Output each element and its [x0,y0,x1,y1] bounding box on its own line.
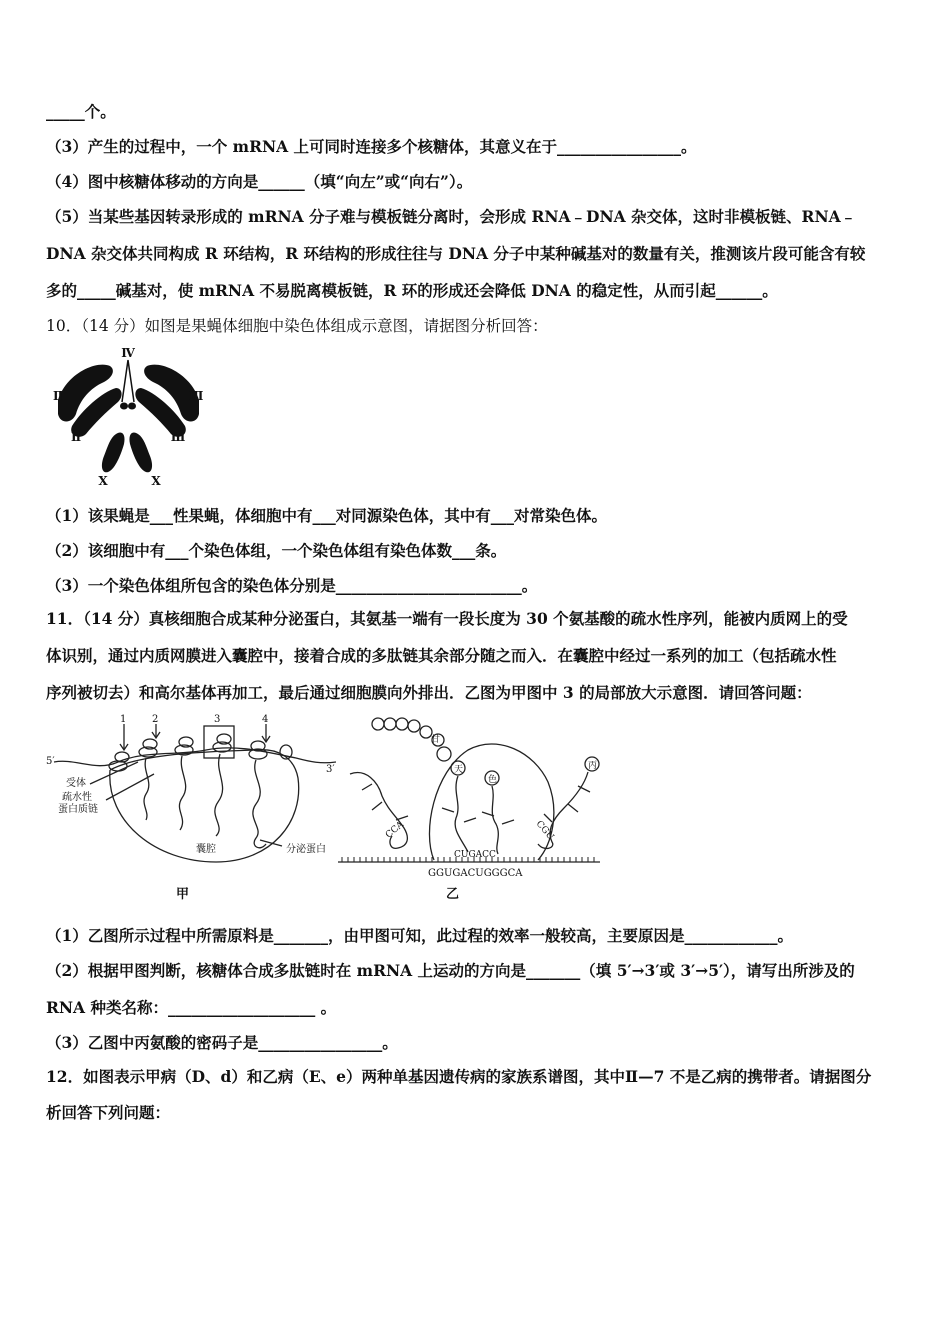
q9-line-4: DNA 杂交体共同构成 R 环结构，R 环结构的形成往往与 DNA 分子中某种碱基对的数量有关，推测该片段可能含有较 [46,244,866,263]
jia-5prime: 5′ [46,756,55,767]
jia-hydrophobic-label: 疏水性 [62,792,92,803]
jia-num-1: 1 [120,714,127,725]
q11-line-1: 11．（14 分）真核细胞合成某种分泌蛋白，其氨基一端有一段长度为 30 个氨基酸的疏水性序列，能被内质网上的受 [46,609,848,628]
label-ii-b: Ⅱ [70,430,82,444]
q11-sub-3: （3）乙图中丙氨酸的密码子是________________。 [46,1033,398,1052]
q11-line-3: 序列被切去）和高尔基体再加工，最后通过细胞膜向外排出．乙图为甲图中 3 的局部放大示意图．请回答问题： [46,683,812,702]
q9-line-1: （3）产生的过程中，一个 mRNA 上可同时连接多个核糖体，其意义在于________________。 [46,137,697,156]
drosophila-karyotype-figure [46,344,211,490]
q9-line-0: _____个。 [46,102,116,121]
jia-caption: 甲 [176,887,190,902]
figure-yi-trna-ribosome [338,712,600,904]
q10-sub-3: （3）一个染色体组所包含的染色体分别是________________________。 [46,576,538,595]
yi-anticodon-3: CGU [533,819,556,843]
yi-anticodon-1: CCA [383,819,406,841]
q11-sub-2b: RNA 种类名称：___________________ 。 [46,998,337,1017]
label-ii-a: Ⅱ [52,389,64,403]
yi-amino-se: 色 [488,775,498,785]
label-x-b: X [151,474,161,488]
q9-line-2: （4）图中核糖体移动的方向是______（填“向左”或“向右”）。 [46,172,473,191]
yi-amino-gan: 甘 [431,735,441,745]
jia-num-4: 4 [262,714,269,725]
yi-amino-tian: 天 [454,765,464,775]
q12-line-1: 12．如图表示甲病（D、d）和乙病（E、e）两种单基因遗传病的家族系谱图，其中Ⅱ—7 不是乙病的携带者。请据图分 [46,1067,872,1086]
label-x-a: X [98,474,108,488]
jia-lumen-label: 囊腔 [196,844,216,855]
jia-secretory-protein-label: 分泌蛋白 [286,844,326,855]
q12-line-2: 析回答下列问题： [46,1103,171,1122]
jia-3prime: 3′ [326,764,335,775]
label-iii-b: Ⅲ [170,430,186,444]
jia-num-2: 2 [152,714,159,725]
yi-mrna-sequence: GGUGACUGGGCA [428,868,523,879]
q9-line-5: 多的_____碱基对，使 mRNA 不易脱离模板链，R 环的形成还会降低 DNA 的稳定性，从而引起______。 [46,281,778,300]
q11-sub-1: （1）乙图所示过程中所需原料是_______，由甲图可知，此过程的效率一般较高，主要原因是____________。 [46,926,794,945]
q11-line-2: 体识别，通过内质网膜进入囊腔中，接着合成的多肽链其余部分随之而入．在囊腔中经过一系列的加工（包括疏水性 [46,646,837,665]
label-iv: Ⅳ [121,346,135,360]
jia-num-3: 3 [214,714,221,725]
q11-sub-2: （2）根据甲图判断，核糖体合成多肽链时在 mRNA 上运动的方向是_______（填 5′→3′或 3′→5′），请写出所涉及的 [46,961,855,980]
jia-receptor-label: 受体 [66,778,86,789]
q10-stem: 10．（14 分）如图是果蝇体细胞中染色体组成示意图，请据图分析回答： [46,317,548,335]
yi-caption: 乙 [446,887,460,902]
q9-line-3: （5）当某些基因转录形成的 mRNA 分子难与模板链分离时，会形成 RNA﹣DNA 杂交体，这时非模板链、RNA﹣ [46,207,857,226]
q10-sub-1: （1）该果蝇是___性果蝇，体细胞中有___对同源染色体，其中有___对常染色体。 [46,506,608,525]
jia-protein-chain-label: 蛋白质链 [58,804,98,815]
q10-sub-2: （2）该细胞中有___个染色体组，一个染色体组有染色体数___条。 [46,541,507,560]
yi-anticodon-2: CUGACC [454,850,496,860]
yi-amino-bing: 丙 [588,761,598,771]
figure-jia-er-translation [46,712,336,904]
label-iii-a: Ⅲ [188,389,204,403]
